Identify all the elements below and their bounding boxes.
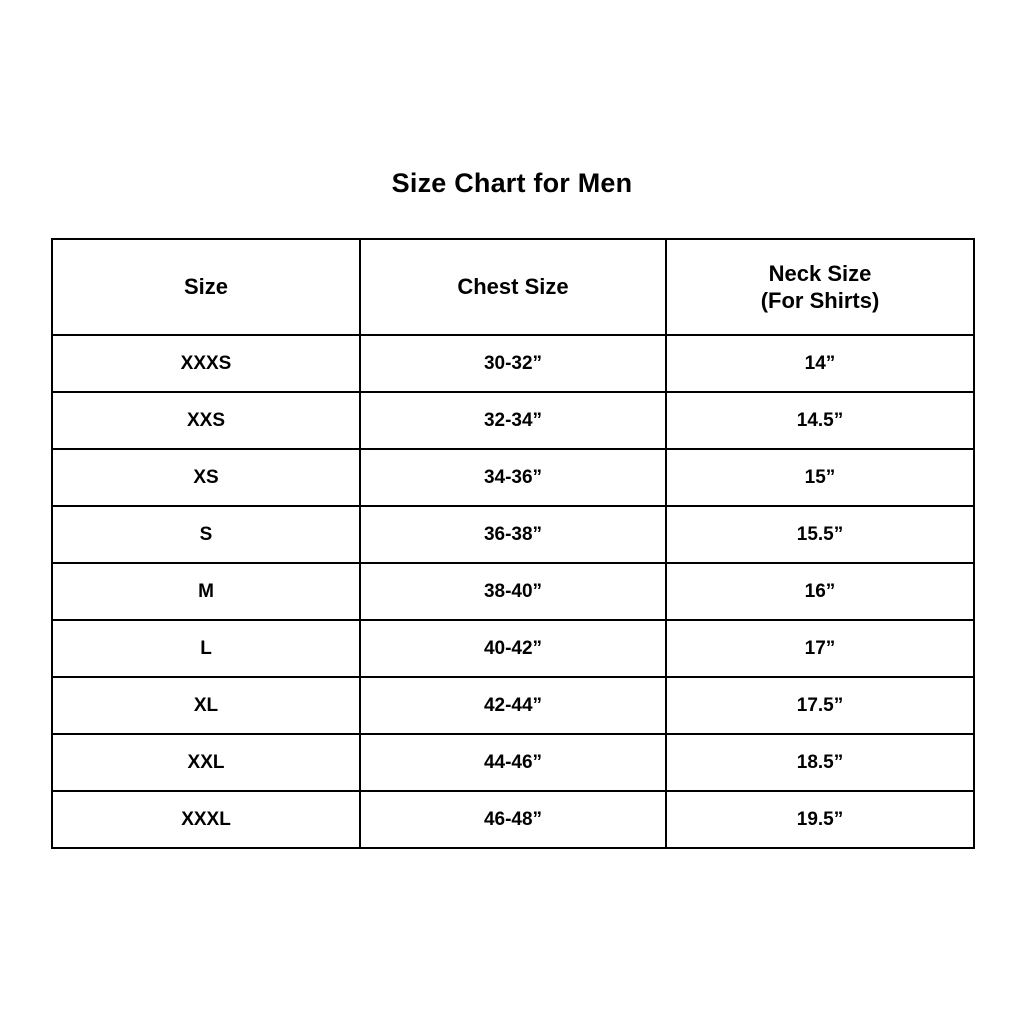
table-body [52, 335, 974, 848]
cell-chest: 34-36” [360, 449, 666, 506]
page-title: Size Chart for Men [391, 168, 633, 198]
cell-size: XXXL [52, 791, 360, 848]
cell-neck: 15” [666, 449, 974, 506]
table-row [52, 620, 974, 677]
cell-size: XS [52, 449, 360, 506]
cell-neck: 16” [666, 563, 974, 620]
column-header-size [52, 239, 360, 335]
table-row [52, 335, 974, 392]
table-row [52, 392, 974, 449]
cell-chest: 36-38” [360, 506, 666, 563]
cell-size: XL [52, 677, 360, 734]
cell-size: XXXS [52, 335, 360, 392]
column-header-size-label: Size [183, 274, 229, 300]
cell-size: XXS [52, 392, 360, 449]
table-header-row [52, 239, 974, 335]
cell-neck: 17” [666, 620, 974, 677]
cell-chest: 38-40” [360, 563, 666, 620]
table-row [52, 506, 974, 563]
table-row [52, 734, 974, 791]
size-chart-table [51, 238, 975, 849]
cell-chest: 44-46” [360, 734, 666, 791]
size-chart-table-container [51, 238, 973, 849]
cell-neck: 14.5” [666, 392, 974, 449]
column-header-chest [360, 239, 666, 335]
table-row [52, 563, 974, 620]
column-header-neck-label: Neck Size [768, 260, 872, 286]
table-row [52, 677, 974, 734]
cell-chest: 32-34” [360, 392, 666, 449]
cell-chest: 40-42” [360, 620, 666, 677]
cell-size: XXL [52, 734, 360, 791]
table-row [52, 791, 974, 848]
column-header-chest-label: Chest Size [457, 274, 569, 300]
cell-chest: 42-44” [360, 677, 666, 734]
cell-neck: 14” [666, 335, 974, 392]
column-header-neck-sublabel: (For Shirts) [760, 288, 880, 313]
cell-neck: 18.5” [666, 734, 974, 791]
cell-size: S [52, 506, 360, 563]
cell-chest: 46-48” [360, 791, 666, 848]
column-header-neck [666, 239, 974, 335]
cell-neck: 19.5” [666, 791, 974, 848]
cell-chest: 30-32” [360, 335, 666, 392]
table-header [52, 239, 974, 335]
cell-neck: 17.5” [666, 677, 974, 734]
cell-size: L [52, 620, 360, 677]
cell-size: M [52, 563, 360, 620]
cell-neck: 15.5” [666, 506, 974, 563]
table-row [52, 449, 974, 506]
